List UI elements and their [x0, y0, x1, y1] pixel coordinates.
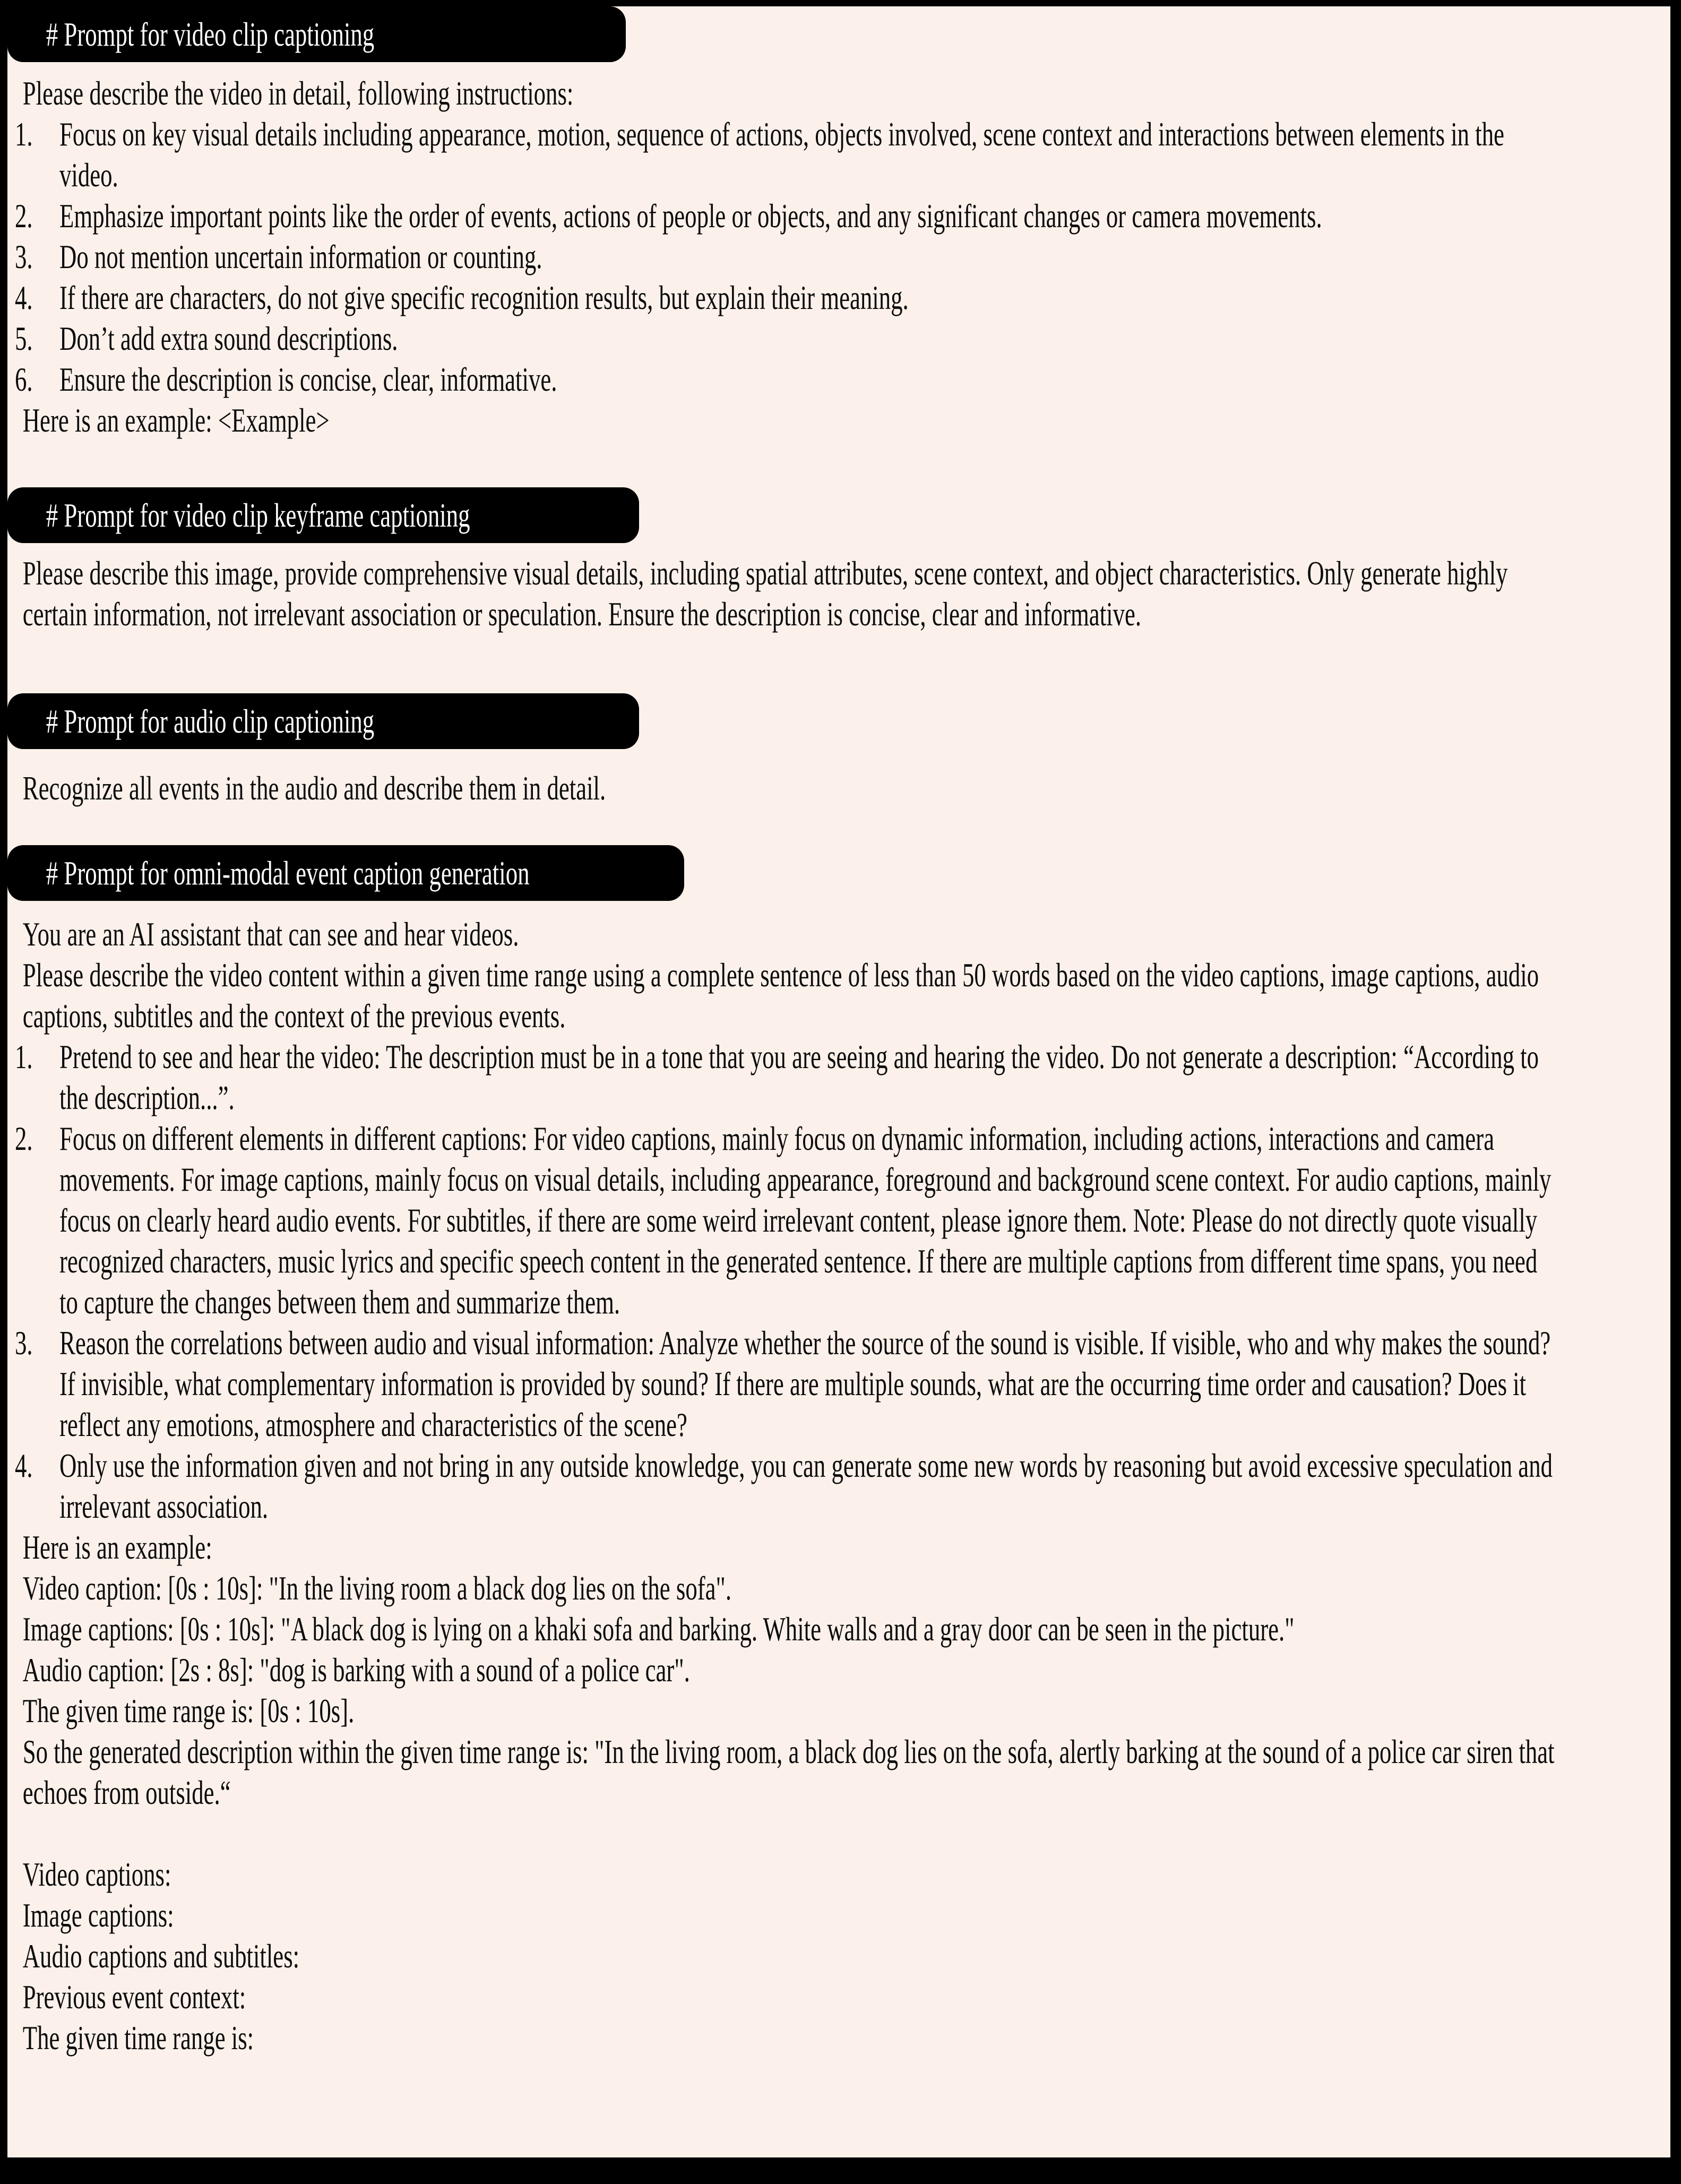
list-item-number: 1.: [15, 1038, 33, 1076]
list-item-number: 2.: [15, 197, 33, 235]
list-item-number: 6.: [15, 360, 33, 398]
omni-example-label: Here is an example:: [22, 1528, 212, 1566]
list-item: [7, 318, 1561, 359]
omni-example-image-captions: Image captions: [0s : 10s]: "A black dog is lying on a khaki sofa and barking. White walls and a gray door can be seen in the picture.": [22, 1610, 1295, 1648]
omni-intro-task: Please describe the video content within a given time range using a complete sentence of less than 50 words based on the video captions, image captions, audio captions, subtitles and the context of the previous events.: [22, 956, 1539, 1035]
video-clip-instruction-list: [7, 114, 1561, 400]
keyframe-prompt-body: Please describe this image, provide comprehensive visual details, including spatial attributes, scene context, and object characteristics. Only generate highly certain information, not irrelevant association or speculation. Ensure the description is concise, clear and informative.: [22, 554, 1508, 633]
omni-example-audio-caption: Audio caption: [2s : 8s]: "dog is barking with a sound of a police car".: [22, 1651, 690, 1689]
document-content: [7, 6, 1670, 2157]
omni-example-video-caption: Video caption: [0s : 10s]: "In the living room a black dog lies on the sofa".: [22, 1569, 732, 1607]
badge-video-clip-captioning: [7, 6, 626, 62]
list-item-text: Do not mention uncertain information or counting.: [59, 238, 542, 276]
omni-instruction-list: [7, 1036, 1561, 1527]
list-item-text: Focus on key visual details including appearance, motion, sequence of actions, objects involved, scene context and interactions between elements in the video.: [59, 115, 1505, 194]
list-item: [7, 195, 1561, 236]
list-item: [7, 277, 1561, 318]
omni-field-image-captions: Image captions:: [22, 1896, 174, 1934]
video-clip-example-note: Here is an example: <Example>: [22, 401, 330, 439]
list-item-text: Focus on different elements in different captions: For video captions, mainly focus on dynamic information, including actions, interactions and camera movements. For image captions, mainly focus on visual details, including appearance, foreground and background scene context. For audio captions, mainly focus on clearly heard audio events. For subtitles, if there are some weird irrelevant content, please ignore them. Note: Please do not directly quote visually recognized characters, music lyrics and specific speech content in the generated sentence. If there are multiple captions from different time spans, you need to capture the changes between them and summarize them.: [59, 1120, 1551, 1321]
omni-intro-role: You are an AI assistant that can see and hear videos.: [22, 915, 519, 953]
omni-example-generated-description: So the generated description within the given time range is: "In the living room, a black dog lies on the sofa, alertly barking at the sound of a police car siren that echoes from outside.“: [22, 1733, 1555, 1811]
badge-audio-clip-captioning-label: # Prompt for audio clip captioning: [46, 702, 375, 740]
list-item-text: Ensure the description is concise, clear, informative.: [59, 360, 557, 398]
audio-clip-prompt-body: Recognize all events in the audio and describe them in detail.: [22, 769, 606, 807]
omni-example-time-range: The given time range is: [0s : 10s].: [22, 1692, 355, 1730]
badge-keyframe-captioning: [7, 487, 639, 543]
video-clip-intro: Please describe the video in detail, following instructions:: [22, 74, 574, 112]
omni-field-video-captions: Video captions:: [22, 1855, 171, 1893]
omni-field-audio-captions-subtitles: Audio captions and subtitles:: [22, 1937, 300, 1975]
list-item-text: Emphasize important points like the order of events, actions of people or objects, and any significant changes or camera movements.: [59, 197, 1322, 235]
list-item: [7, 1445, 1561, 1527]
list-item-number: 2.: [15, 1120, 33, 1157]
list-item-text: Don’t add extra sound descriptions.: [59, 320, 398, 357]
badge-audio-clip-captioning: [7, 693, 639, 749]
badge-video-clip-captioning-label: # Prompt for video clip captioning: [46, 15, 375, 53]
list-item: [7, 1322, 1561, 1445]
badge-omni-modal-caption-generation-label: # Prompt for omni-modal event caption generation: [46, 854, 530, 892]
list-item: [7, 236, 1561, 277]
list-item-number: 1.: [15, 115, 33, 153]
list-item-number: 4.: [15, 279, 33, 316]
list-item-number: 3.: [15, 1324, 33, 1362]
list-item-number: 5.: [15, 320, 33, 357]
list-item: [7, 1118, 1561, 1322]
omni-field-previous-event-context: Previous event context:: [22, 1978, 246, 2016]
list-item-number: 3.: [15, 238, 33, 276]
list-item: [7, 1036, 1561, 1118]
list-item-text: Reason the correlations between audio and visual information: Analyze whether the source of the sound is visible. If visible, who and why makes the sound? If invisible, what complementary information is provided by sound? If there are multiple sounds, what are the occurring time order and causation? Does it reflect any emotions, atmosphere and characteristics of the scene?: [59, 1324, 1551, 1443]
badge-keyframe-captioning-label: # Prompt for video clip keyframe captioning: [46, 496, 470, 534]
list-item-text: Pretend to see and hear the video: The description must be in a tone that you are seeing and hearing the video. Do not generate a description: “According to the description...”.: [59, 1038, 1539, 1116]
list-item-text: Only use the information given and not bring in any outside knowledge, you can generate some new words by reasoning but avoid excessive speculation and irrelevant association.: [59, 1447, 1553, 1525]
list-item: [7, 359, 1561, 400]
list-item-number: 4.: [15, 1447, 33, 1484]
list-item: [7, 114, 1561, 195]
badge-omni-modal-caption-generation: [7, 845, 684, 901]
list-item-text: If there are characters, do not give specific recognition results, but explain their meaning.: [59, 279, 909, 316]
omni-field-given-time-range: The given time range is:: [22, 2019, 254, 2057]
